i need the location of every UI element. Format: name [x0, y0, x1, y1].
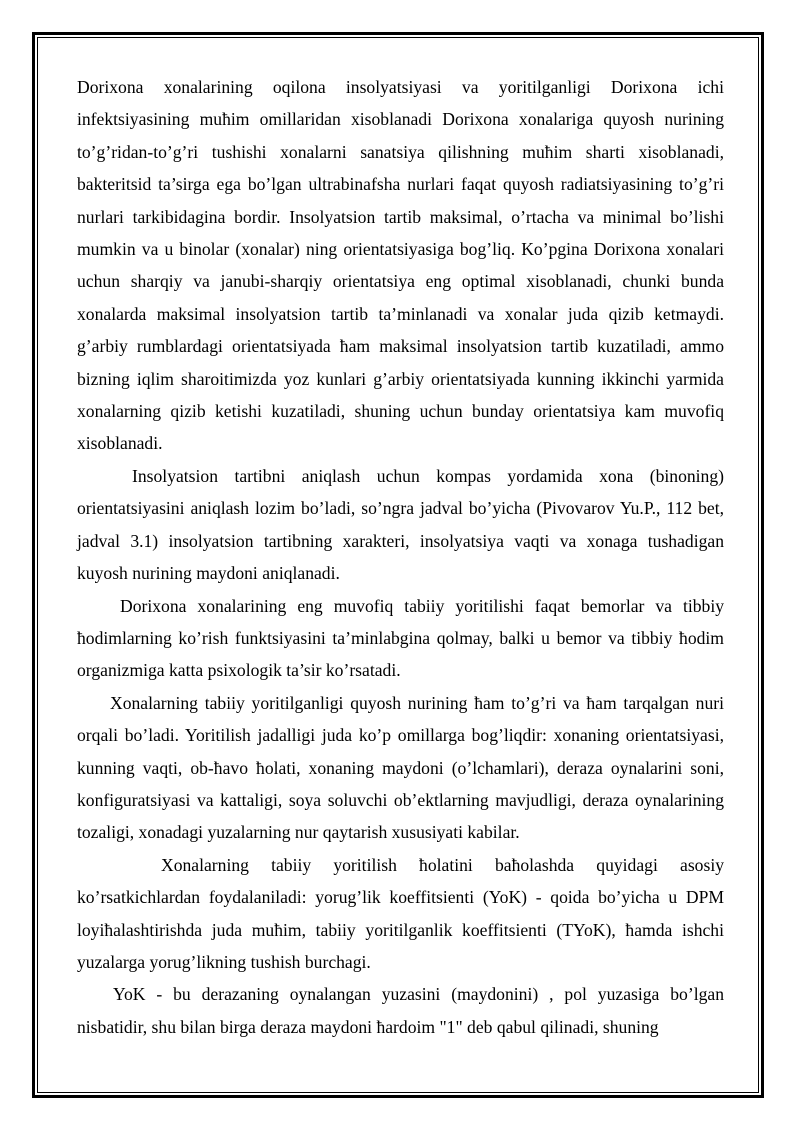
paragraph-insolation-method: Insolyatsion tartibni aniqlash uchun kompas yordamida xona (binoning) orientatsiyasini aniqlash lozim bo’ladi, so’ngra jadval bo’yicha (Pivovarov Yu.P., 112 bet, jadval 3.1) insolyatsion tartibning xarakteri, insolyatsiya vaqti va xonaga tushadigan kuyosh nurining maydoni aniqlanadi.	[77, 465, 724, 584]
paragraph-lighting-factors: Xonalarning tabiiy yoritilganligi quyosh nurining ħam to’g’ri va ħam tarqalgan nuri orqali bo’ladi. Yoritilish jadalligi juda ko’p omillarga bog’liqdir: xonaning orientatsiyasi, kunning vaqti, ob-ħavo ħolati, xonaning maydoni (o’lchamlari), deraza oynalarini soni, konfiguratsiyasi va kattaligi, soya soluvchi ob’ektlarning mavjudligi, deraza oynalarining tozaligi, xonadagi yuzalarning nur qaytarish xususiyati kabilar.	[77, 692, 724, 843]
document-body	[77, 71, 724, 1043]
paragraph-yok-definition: YoK - bu derazaning oynalangan yuzasini (maydonini) , pol yuzasiga bo’lgan nisbatidir, shu bilan birga deraza maydoni ħardoim "1" deb qabul qilinadi, shuning	[77, 984, 724, 1037]
paragraph-lighting-indicators: Xonalarning tabiiy yoritilish ħolatini baħolashda quyidagi asosiy ko’rsatkichlardan foydalaniladi: yorug’lik koeffitsienti (YoK) - qoida bo’yicha u DPM loyiħalashtirishda juda muħim, tabiiy yoritilganlik koeffitsienti (TYoK), ħamda ishchi yuzalarga yorug’likning tushish burchagi.	[77, 854, 724, 972]
paragraph-natural-lighting: Dorixona xonalarining eng muvofiq tabiiy yoritilishi faqat bemorlar va tibbiy ħodimlarning ko’rish funktsiyasini ta’minlabgina qolmay, balki u bemor va tibbiy ħodim organizmiga katta psixologik ta’sir ko’rsatadi.	[77, 595, 724, 681]
paragraph-insolation-intro: Dorixona xonalarining oqilona insolyatsiyasi va yoritilganligi Dorixona ichi infektsiyasining muħim omillaridan xisoblanadi Dorixona xonalariga quyosh nurining to’g’ridan-to’g’ri tushishi xonalarni sanatsiya qilishning muħim sharti xisoblanadi, bakteritsid ta’sirga ega bo’lgan ultrabinafsha nurlari faqat quyosh radiatsiyasining to’g’ri nurlari tarkibidagina bordir. Insolyatsion tartib maksimal, o’rtacha va minimal bo’lishi mumkin va u binolar (xonalar) ning orientatsiyasiga bog’liq. Ko’pgina Dorixona xonalari uchun sharqiy va janubi-sharqiy orientatsiya eng optimal xisoblanadi, chunki bunda xonalarda maksimal insolyatsion tartib ta’minlanadi va xonalar juda qizib ketmaydi. g’arbiy rumblardagi orientatsiyada ħam maksimal insolyatsion tartib kuzatiladi, ammo bizning iqlim sharoitimizda yoz kunlari g’arbiy orientatsiyada kunning ikkinchi yarmida xonalarning qizib ketishi kuzatiladi, shuning uchun bunday orientatsiya kam muvofiq xisoblanadi.	[77, 77, 724, 454]
